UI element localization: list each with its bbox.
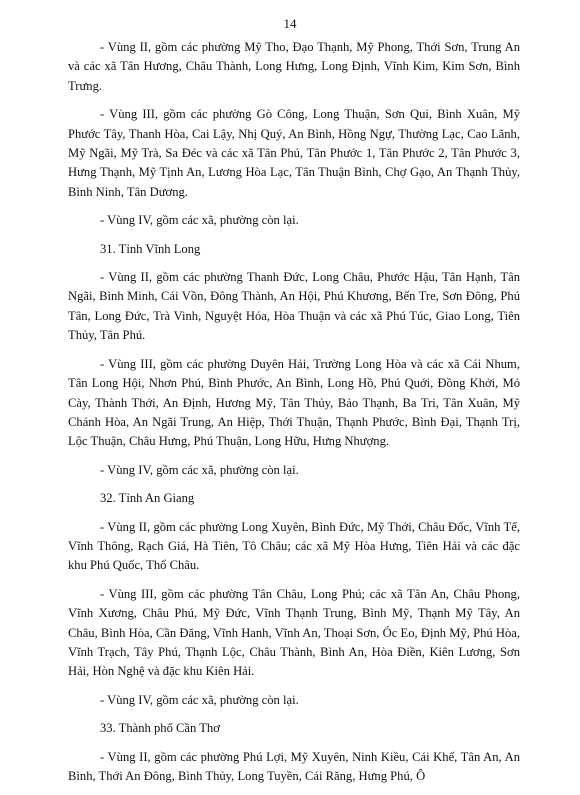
paragraph-region-2-can-tho: - Vùng II, gồm các phường Phú Lợi, Mỹ Xuyên, Ninh Kiều, Cái Khế, Tân An, An Bình, Thới An Đông, Bình Thủy, Long Tuyền, Cái Răng, Hưng Phú, Ô [68, 749, 520, 783]
paragraph-region-2-vinh-long: - Vùng II, gồm các phường Thanh Đức, Long Châu, Phước Hậu, Tân Hạnh, Tân Ngãi, Bình Minh, Cái Vồn, Đông Thành, An Hội, Phú Khương, Bến Tre, Sơn Đông, Phú Tân, Long Đức, Trà Vinh, Nguyệt Hóa, Hòa Thuận và các xã Phú Túc, Giao Long, Tiên Thủy, Tân Phú. [68, 270, 520, 343]
paragraph-region-4-an-giang: - Vùng IV, gồm các xã, phường còn lại. [100, 692, 299, 707]
section-heading-vinh-long: 31. Tỉnh Vĩnh Long [100, 241, 201, 256]
paragraph-region-3-vinh-long: - Vùng III, gồm các phường Duyên Hải, Trường Long Hòa và các xã Cái Nhum, Tân Long Hội, Nhơn Phú, Bình Phước, An Bình, Long Hồ, Phú Quới, Đồng Khởi, Mỏ Cày, Thành Thới, An Định, Hương Mỹ, Tân Thủy, Bảo Thạnh, Ba Tri, Tân Xuân, Mỹ Chánh Hòa, An Ngãi Trung, An Hiệp, Thới Thuận, Thạnh Phước, Bình Đại, Thạnh Trị, Lộc Thuận, Châu Hưng, Phú Thuận, Long Hữu, Hưng Nhượng. [68, 356, 520, 449]
page-number: 14 [283, 16, 297, 31]
paragraph-region-4-tien-giang: - Vùng IV, gồm các xã, phường còn lại. [100, 213, 299, 228]
section-heading-can-tho: 33. Thành phố Cần Thơ [100, 721, 220, 736]
section-heading-an-giang: 32. Tỉnh An Giang [100, 491, 195, 506]
paragraph-region-3-tien-giang: - Vùng III, gồm các phường Gò Công, Long Thuận, Sơn Qui, Bình Xuân, Mỹ Phước Tây, Thanh Hòa, Cai Lậy, Nhị Quý, An Bình, Hồng Ngự, Thường Lạc, Cao Lãnh, Mỹ Ngãi, Mỹ Trà, Sa Đéc và các xã Tân Phú, Tân Phước 1, Tân Phước 2, Tân Phước 3, Hưng Thạnh, Mỹ Tịnh An, Lương Hòa Lạc, Tân Thuận Bình, Chợ Gạo, An Thạnh Thủy, Bình Ninh, Tân Dương. [68, 107, 520, 199]
paragraph-region-4-vinh-long: - Vùng IV, gồm các xã, phường còn lại. [100, 462, 299, 477]
document-body [68, 38, 520, 795]
paragraph-region-2-an-giang: - Vùng II, gồm các phường Long Xuyên, Bình Đức, Mỹ Thới, Châu Đốc, Vĩnh Tế, Vĩnh Thông, Rạch Giá, Hà Tiên, Tô Châu; các xã Mỹ Hòa Hưng, Tiên Hải và các đặc khu Phú Quốc, Thổ Châu. [68, 519, 520, 573]
paragraph-region-3-an-giang: - Vùng III, gồm các phường Tân Châu, Long Phú; các xã Tân An, Châu Phong, Vĩnh Xương, Châu Phú, Mỹ Đức, Vĩnh Thạnh Trung, Bình Mỹ, Thạnh Mỹ Tây, An Châu, Bình Hòa, Cần Đăng, Vĩnh Hanh, Vĩnh An, Thoại Sơn, Óc Eo, Định Mỹ, Phú Hòa, Vĩnh Trạch, Tây Phú, Thạnh Lộc, Châu Thành, Bình An, Hòa Điền, Kiên Lương, Sơn Hải, Hòn Nghệ và đặc khu Kiên Hải. [68, 586, 520, 679]
paragraph-region-2-tien-giang: - Vùng II, gồm các phường Mỹ Tho, Đạo Thạnh, Mỹ Phong, Thới Sơn, Trung An và các xã Tân Hương, Châu Thành, Long Hưng, Long Định, Vĩnh Kim, Kim Sơn, Bình Trưng. [68, 40, 520, 93]
